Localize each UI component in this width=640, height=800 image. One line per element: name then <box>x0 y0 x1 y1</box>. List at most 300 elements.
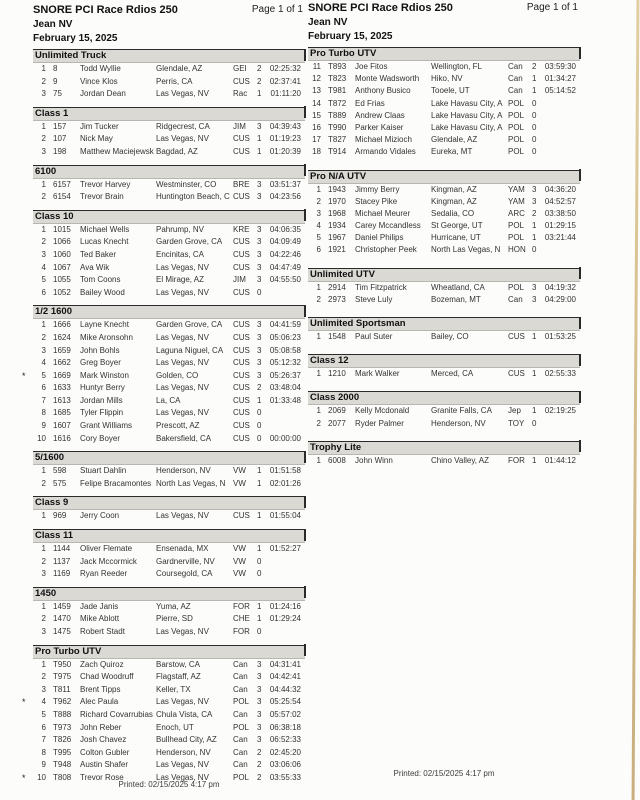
row-car-number: T808 <box>53 772 72 782</box>
row-total-time: 02:55:33 <box>544 369 576 379</box>
row-total-time: 01:44:12 <box>544 455 576 465</box>
result-row <box>308 283 580 295</box>
row-car-number: 157 <box>53 121 67 131</box>
row-car-number: T948 <box>53 760 72 770</box>
row-driver-name: Oliver Flemate <box>80 544 133 554</box>
row-position: 1 <box>41 320 46 330</box>
row-position: 2 <box>316 294 321 304</box>
section-header-bar <box>33 451 305 465</box>
row-vehicle-make: Can <box>233 709 248 719</box>
section-title: Trophy Lite <box>310 441 362 453</box>
row-car-number: 9 <box>53 76 58 86</box>
result-row <box>308 245 580 257</box>
class-section <box>308 170 580 258</box>
row-total-time: 01:20:39 <box>269 146 301 156</box>
row-total-time: 06:52:33 <box>269 735 301 745</box>
row-hometown: Las Vegas, NV <box>156 760 209 770</box>
row-laps: 2 <box>532 62 537 71</box>
row-vehicle-make: CUS <box>233 395 250 405</box>
result-row <box>33 263 305 276</box>
row-driver-name: Anthony Busico <box>355 86 411 96</box>
row-position: 1 <box>41 466 46 476</box>
row-hometown: Hiko, NV <box>431 74 463 84</box>
row-driver-name: Colton Gubler <box>80 747 130 757</box>
row-total-time: 05:06:23 <box>269 332 301 342</box>
result-row <box>308 233 580 245</box>
row-car-number: 1921 <box>328 245 346 255</box>
row-total-time: 03:51:37 <box>269 179 301 189</box>
row-driver-name: Ted Baker <box>80 249 117 259</box>
result-row <box>33 614 305 627</box>
row-laps: 0 <box>257 287 262 297</box>
row-vehicle-make: CUS <box>233 287 250 297</box>
class-section <box>308 47 580 160</box>
row-position: 6 <box>41 383 46 393</box>
row-driver-name: Michael Wells <box>80 224 130 234</box>
row-total-time: 01:29:15 <box>544 221 576 231</box>
section-rows <box>33 602 305 640</box>
row-hometown: Huntington Beach, C <box>156 192 230 202</box>
row-laps: 0 <box>257 569 262 579</box>
class-section <box>33 587 305 640</box>
row-driver-name: John Bohls <box>80 345 120 355</box>
result-row <box>33 180 305 193</box>
row-laps: 3 <box>257 722 262 732</box>
row-vehicle-make: CUS <box>233 511 250 521</box>
row-hometown: Ridgecrest, CA <box>156 121 210 131</box>
row-laps: 0 <box>532 418 537 428</box>
row-vehicle-make: CUS <box>233 320 250 330</box>
row-vehicle-make: Can <box>233 735 248 745</box>
row-driver-name: Michael Mizioch <box>355 135 412 145</box>
row-car-number: 1210 <box>328 369 346 379</box>
row-laps: 1 <box>532 86 537 96</box>
result-row <box>308 295 580 307</box>
row-position: 8 <box>41 747 46 757</box>
row-vehicle-make: TOY <box>508 418 525 428</box>
row-vehicle-make: CUS <box>233 370 250 380</box>
row-vehicle-make: POL <box>508 122 525 132</box>
row-driver-name: Mark Winston <box>80 370 129 380</box>
page-header <box>33 4 305 45</box>
row-laps: 0 <box>257 556 262 566</box>
result-row <box>33 672 305 685</box>
row-hometown: Lake Havasu City, A <box>431 98 503 108</box>
row-position: 2 <box>41 237 46 247</box>
row-laps: 1 <box>532 455 537 465</box>
row-total-time: 04:19:32 <box>544 282 576 292</box>
row-laps: 3 <box>257 659 262 669</box>
result-row <box>33 408 305 421</box>
row-car-number: 2077 <box>328 418 346 428</box>
row-car-number: 1967 <box>328 233 346 243</box>
row-hometown: Las Vegas, NV <box>156 408 209 418</box>
result-row <box>22 370 305 384</box>
row-driver-name: Carey Mccandless <box>355 221 421 231</box>
result-row <box>33 383 305 396</box>
row-driver-name: Chad Woodruff <box>80 672 134 682</box>
row-total-time: 05:26:37 <box>269 370 301 380</box>
result-row <box>33 64 305 77</box>
row-laps: 1 <box>532 406 537 416</box>
row-vehicle-make: POL <box>508 98 525 108</box>
row-hometown: Lake Havasu City, A <box>431 122 503 132</box>
result-row <box>308 74 580 86</box>
section-rows <box>308 283 580 307</box>
section-rows <box>33 180 305 205</box>
row-hometown: Eureka, MT <box>431 147 473 157</box>
section-rows <box>22 320 305 446</box>
row-driver-name: Michael Meurer <box>355 208 411 218</box>
section-title: Unlimited Truck <box>35 50 107 61</box>
section-title: Class 2000 <box>310 392 360 404</box>
row-driver-name: Tim Fitzpatrick <box>355 282 407 292</box>
row-position: 2 <box>41 134 46 144</box>
row-car-number: 1459 <box>53 601 71 611</box>
row-car-number: 1633 <box>53 383 71 393</box>
row-driver-name: Trevor Brain <box>80 192 124 202</box>
row-vehicle-make: FOR <box>233 601 250 611</box>
row-total-time: 03:48:04 <box>269 383 301 393</box>
row-car-number: T811 <box>53 684 71 694</box>
row-position: 6 <box>316 245 321 255</box>
section-title: Class 11 <box>35 530 74 542</box>
result-row <box>308 369 580 381</box>
row-position: 15 <box>312 110 321 120</box>
row-car-number: T975 <box>53 672 72 682</box>
row-hometown: North Las Vegas, N <box>431 245 501 255</box>
row-total-time: 04:44:32 <box>269 684 301 694</box>
row-vehicle-make: CUS <box>233 421 250 431</box>
page-header <box>308 2 580 43</box>
row-hometown: Las Vegas, NV <box>156 511 209 521</box>
row-position: 10 <box>37 433 46 443</box>
section-header-bar <box>33 165 305 179</box>
row-total-time: 03:21:44 <box>544 233 576 243</box>
row-laps: 3 <box>257 735 262 745</box>
row-vehicle-make: FOR <box>508 455 525 465</box>
row-car-number: T914 <box>328 147 347 157</box>
row-car-number: 107 <box>53 134 67 144</box>
row-hometown: Laguna Niguel, CA <box>156 345 224 355</box>
row-vehicle-make: Can <box>233 684 248 694</box>
row-driver-name: Robert Stadt <box>80 627 125 636</box>
row-laps: 3 <box>257 672 262 682</box>
row-laps: 3 <box>257 358 262 368</box>
row-driver-name: Andrew Claas <box>355 110 405 120</box>
result-row <box>33 89 305 102</box>
row-car-number: T823 <box>328 74 347 84</box>
row-vehicle-make: POL <box>233 772 250 782</box>
row-hometown: Bagdad, AZ <box>156 146 198 156</box>
row-laps: 1 <box>532 332 537 341</box>
row-position: 2 <box>41 556 46 566</box>
row-position: 1 <box>41 121 46 131</box>
row-laps: 0 <box>532 135 537 145</box>
report-title: SNORE PCI Race Rdios 250 <box>33 4 178 16</box>
row-hometown: Hurricane, UT <box>431 233 481 243</box>
row-car-number: 6157 <box>53 179 71 189</box>
result-row <box>33 346 305 359</box>
row-vehicle-make: CUS <box>508 332 525 341</box>
row-car-number: T981 <box>328 86 347 96</box>
row-position: 9 <box>41 421 46 431</box>
row-position: 12 <box>312 74 321 84</box>
row-driver-name: Bailey Wood <box>80 287 125 297</box>
row-car-number: 1666 <box>53 320 71 330</box>
row-vehicle-make: VW <box>233 544 246 554</box>
row-laps: 1 <box>257 395 262 405</box>
row-total-time: 04:52:57 <box>544 196 576 206</box>
page-count-label: Page 1 of 1 <box>526 2 578 13</box>
row-vehicle-make: CHE <box>233 614 250 624</box>
row-laps: 3 <box>257 345 262 355</box>
row-car-number: 75 <box>53 89 62 99</box>
row-car-number: 1659 <box>53 345 71 355</box>
row-car-number: 1669 <box>53 370 71 380</box>
result-row <box>33 192 305 205</box>
row-laps: 3 <box>257 275 262 285</box>
section-title: Class 1 <box>35 107 69 119</box>
row-position: 3 <box>41 249 46 259</box>
results-page-left <box>22 4 305 786</box>
row-driver-name: Jimmy Berry <box>355 184 400 194</box>
row-laps: 1 <box>257 146 262 156</box>
row-position: 3 <box>316 208 321 218</box>
row-vehicle-make: Can <box>233 747 248 757</box>
row-position: 1 <box>316 282 321 292</box>
row-driver-name: Monte Wadsworth <box>355 74 420 84</box>
class-section <box>22 645 305 786</box>
section-header-bar <box>33 210 305 224</box>
row-hometown: Pahrump, NV <box>156 224 205 234</box>
result-row <box>308 185 580 197</box>
row-driver-name: Zach Quiroz <box>80 659 124 669</box>
row-hometown: Las Vegas, NV <box>156 262 209 272</box>
row-laps: 1 <box>257 601 262 611</box>
row-position: 2 <box>41 614 46 624</box>
row-car-number: 1067 <box>53 262 71 272</box>
result-row <box>308 406 580 418</box>
row-total-time: 04:22:46 <box>269 249 301 259</box>
row-car-number: T889 <box>328 110 347 120</box>
row-position: 2 <box>41 672 46 682</box>
row-laps: 0 <box>532 245 537 255</box>
row-position: 17 <box>312 135 321 145</box>
row-driver-name: Grant Williams <box>80 421 133 431</box>
row-driver-name: Lucas Knecht <box>80 237 129 247</box>
row-driver-name: Kelly Mcdonald <box>355 406 410 416</box>
row-hometown: Glendale, AZ <box>156 64 203 73</box>
sections <box>308 47 580 468</box>
row-vehicle-make: Can <box>508 86 523 96</box>
result-row <box>33 333 305 346</box>
row-car-number: 198 <box>53 146 67 156</box>
row-hometown: La, CA <box>156 395 181 405</box>
row-driver-name: Steve Luly <box>355 294 393 304</box>
result-row <box>33 723 305 736</box>
row-hometown: Ensenada, MX <box>156 544 209 554</box>
row-position: 1 <box>41 659 46 669</box>
row-position: 1 <box>41 544 46 554</box>
result-row <box>33 288 305 301</box>
row-car-number: 1607 <box>53 421 71 431</box>
row-car-number: 1662 <box>53 358 71 368</box>
section-rows <box>308 332 580 344</box>
row-car-number: 2973 <box>328 294 346 304</box>
class-section <box>33 210 305 301</box>
row-position: 3 <box>41 345 46 355</box>
row-laps: 2 <box>257 76 262 86</box>
row-driver-name: Jordan Mills <box>80 395 123 405</box>
row-position: 3 <box>41 627 46 636</box>
result-row <box>33 147 305 160</box>
row-laps: 3 <box>257 237 262 247</box>
row-vehicle-make: CUS <box>233 358 250 368</box>
row-car-number: 1137 <box>53 556 71 566</box>
row-laps: 1 <box>257 478 262 488</box>
row-vehicle-make: CUS <box>233 134 250 144</box>
row-total-time: 01:53:25 <box>544 332 576 341</box>
row-position: 3 <box>41 146 46 156</box>
row-hometown: Tooele, UT <box>431 86 470 96</box>
row-car-number: 6154 <box>53 192 71 202</box>
class-section <box>33 496 305 524</box>
result-row <box>308 62 580 74</box>
row-total-time: 01:55:04 <box>269 511 301 521</box>
row-laps: 3 <box>257 192 262 202</box>
result-row <box>33 250 305 263</box>
row-hometown: Chino Valley, AZ <box>431 455 489 465</box>
row-total-time: 03:59:30 <box>544 62 576 71</box>
row-position: 9 <box>41 760 46 770</box>
row-vehicle-make: ARC <box>508 208 525 218</box>
row-driver-name: Todd Wyllie <box>80 64 121 73</box>
section-rows <box>22 659 305 786</box>
row-driver-name: Alec Paula <box>80 697 119 707</box>
row-total-time: 04:41:59 <box>269 320 301 330</box>
race-date: February 15, 2025 <box>33 33 118 44</box>
row-laps: 3 <box>532 196 537 206</box>
row-car-number: 1475 <box>53 627 71 636</box>
row-laps: 3 <box>257 332 262 342</box>
row-vehicle-make: POL <box>233 697 250 707</box>
row-hometown: Prescott, AZ <box>156 421 200 431</box>
row-hometown: Kingman, AZ <box>431 196 477 206</box>
row-vehicle-make: CUS <box>233 262 250 272</box>
row-hometown: Las Vegas, NV <box>156 89 209 99</box>
result-row <box>308 135 580 147</box>
row-laps: 0 <box>257 627 262 636</box>
result-row <box>33 320 305 333</box>
section-header-bar <box>308 354 580 368</box>
row-laps: 3 <box>257 179 262 189</box>
row-position: 1 <box>41 179 46 189</box>
result-row <box>33 685 305 698</box>
row-hometown: Kingman, AZ <box>431 184 477 194</box>
row-vehicle-make: BRE <box>233 179 250 189</box>
row-laps: 1 <box>532 74 537 84</box>
row-hometown: Henderson, NV <box>431 418 486 428</box>
sections <box>22 49 305 786</box>
row-position: 16 <box>312 122 321 132</box>
row-hometown: Coursegold, CA <box>156 569 213 579</box>
section-header-bar <box>308 170 580 184</box>
race-location: Jean NV <box>308 17 348 28</box>
row-hometown: Garden Grove, CA <box>156 320 223 330</box>
row-hometown: Encinitas, CA <box>156 249 205 259</box>
row-total-time: 03:06:06 <box>269 760 301 770</box>
row-vehicle-make: CUS <box>233 249 250 259</box>
printed-timestamp: Printed: 02/15/2025 4:17 pm <box>118 780 220 789</box>
section-title: Pro Turbo UTV <box>310 48 377 59</box>
row-position: 1 <box>41 601 46 611</box>
row-position: 13 <box>312 86 321 96</box>
row-hometown: Henderson, NV <box>156 747 211 757</box>
row-car-number: 1548 <box>328 332 346 341</box>
row-position: 1 <box>41 511 46 521</box>
row-hometown: Las Vegas, NV <box>156 772 209 782</box>
row-driver-name: Tyler Flippin <box>80 408 124 418</box>
row-total-time: 01:52:27 <box>269 544 301 554</box>
row-vehicle-make: Rac <box>233 89 248 99</box>
row-hometown: Flagstaff, AZ <box>156 672 201 682</box>
result-row <box>33 627 305 640</box>
row-car-number: 1052 <box>53 287 71 297</box>
row-star-marker: * <box>22 772 26 783</box>
class-section <box>308 268 580 307</box>
row-hometown: Lake Havasu City, A <box>431 110 503 120</box>
row-hometown: El Mirage, AZ <box>156 275 205 285</box>
row-total-time: 04:23:56 <box>269 192 301 202</box>
row-car-number: 1616 <box>53 433 71 443</box>
row-position: 6 <box>41 287 46 297</box>
row-hometown: Yuma, AZ <box>156 601 191 611</box>
row-total-time: 03:55:33 <box>269 772 301 782</box>
results-page-right <box>308 2 580 468</box>
class-section <box>33 451 305 491</box>
row-total-time: 01:29:24 <box>269 614 301 624</box>
row-position: 2 <box>41 76 46 86</box>
row-laps: 1 <box>257 511 262 521</box>
result-row <box>33 358 305 371</box>
row-hometown: Chula Vista, CA <box>156 709 213 719</box>
row-hometown: Barstow, CA <box>156 659 201 669</box>
section-title: 1/2 1600 <box>35 306 72 318</box>
row-total-time: 02:45:20 <box>269 747 301 757</box>
result-row <box>308 456 580 468</box>
row-car-number: 1970 <box>328 196 346 206</box>
row-driver-name: Ava Wik <box>80 262 110 272</box>
row-hometown: Bozeman, MT <box>431 294 481 304</box>
section-header-bar <box>33 587 305 601</box>
section-title: 6100 <box>35 165 57 177</box>
section-rows <box>308 62 580 160</box>
row-laps: 3 <box>257 249 262 259</box>
row-car-number: T893 <box>328 62 347 71</box>
row-position: 1 <box>41 224 46 234</box>
row-position: 2 <box>41 192 46 202</box>
row-car-number: T872 <box>328 98 347 108</box>
row-laps: 0 <box>257 421 262 431</box>
row-car-number: T973 <box>53 722 72 732</box>
row-position: 2 <box>41 332 46 342</box>
row-total-time: 01:19:23 <box>269 134 301 144</box>
row-vehicle-make: POL <box>508 147 525 157</box>
row-vehicle-make: POL <box>508 221 525 231</box>
result-row <box>33 225 305 238</box>
section-title: 5/1600 <box>35 452 65 464</box>
